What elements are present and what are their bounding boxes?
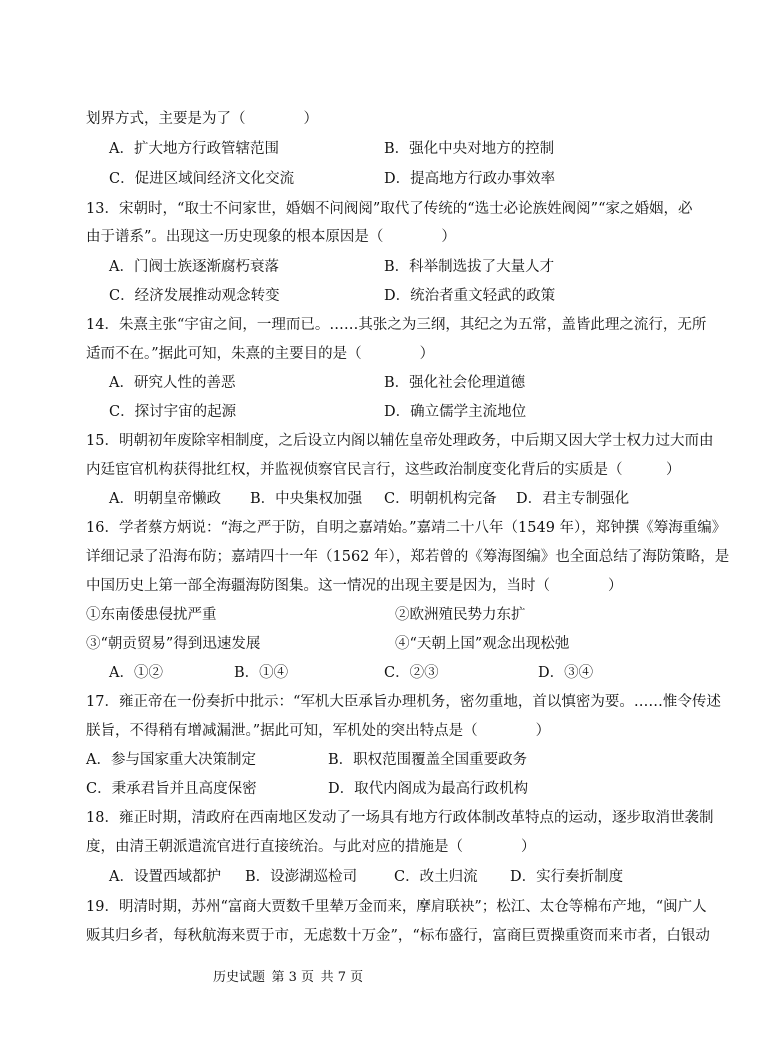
q19-stem-line-1: 19．明清时期，苏州“富商大贾数千里辇万金而来，摩肩联袂”；松江、太仓等棉布产地，“闽广人 <box>86 899 707 915</box>
q14-option-c: C．探讨宇宙的起源 <box>109 404 237 420</box>
q16-item-3: ③“朝贡贸易”得到迅速发展 <box>86 636 261 652</box>
q17-option-b: B．职权范围覆盖全国重要政务 <box>328 752 528 768</box>
q16-option-b: B．①④ <box>234 665 289 681</box>
q16-stem-line-3: 中国历史上第一部全海疆海防图集。这一情况的出现主要是因为，当时（ ） <box>86 578 623 594</box>
q14-option-b: B．强化社会伦理道德 <box>384 375 526 391</box>
q16-stem-line-1: 16．学者蔡方炳说：“海之严于防，自明之嘉靖始。”嘉靖二十八年（1549 年），郑钟撰《筹海重编》 <box>86 520 727 536</box>
q14-stem-line-1: 14．朱熹主张“宇宙之间，一理而已。……其张之为三纲，其纪之为五常，盖皆此理之流行，无所 <box>86 317 707 333</box>
q16-item-4: ④“天朝上国”观念出现松弛 <box>395 636 570 652</box>
footer-total-pages: 共 7 页 <box>320 970 364 985</box>
q17-stem-line-2: 朕旨，不得稍有增减漏泄。”据此可知，军机处的突出特点是（ ） <box>86 723 551 739</box>
q15-option-c: C．明朝机构完备 <box>384 491 497 507</box>
q13-option-a: A．门阀士族逐渐腐朽衰落 <box>109 259 279 275</box>
q15-option-d: D．君主专制强化 <box>516 491 630 507</box>
q13-option-b: B．科举制选拔了大量人才 <box>384 259 555 275</box>
q16-option-a: A．①② <box>109 665 163 681</box>
q13-stem-line-2: 由于谱系”。出现这一历史现象的根本原因是（ ） <box>86 229 456 245</box>
q16-option-c: C．②③ <box>384 665 439 681</box>
q18-option-c: C．改土归流 <box>394 869 478 885</box>
q17-option-a: A．参与国家重大决策制定 <box>86 752 256 768</box>
q12-stem: 划界方式，主要是为了（ ） <box>86 111 318 127</box>
q17-option-d: D．取代内阁成为最高行政机构 <box>328 781 529 797</box>
q13-stem-line-1: 13．宋朝时，“取士不问家世，婚姻不问阀阅”取代了传统的“选士必论族姓阀阅”“家之婚姻，必 <box>86 201 693 217</box>
q16-stem-line-2: 详细记录了沿海布防；嘉靖四十一年（1562 年），郑若曾的《筹海图编》也全面总结了海防策略，是 <box>86 549 730 565</box>
q13-option-d: D．统治者重文轻武的政策 <box>384 288 556 304</box>
q16-option-d: D．③④ <box>538 665 594 681</box>
q14-option-d: D．确立儒学主流地位 <box>384 404 527 420</box>
q18-option-d: D．实行奏折制度 <box>510 869 624 885</box>
q15-stem-line-1: 15．明朝初年废除宰相制度，之后设立内阁以辅佐皇帝处理政务，中后期又因大学士权力过大而由 <box>86 433 714 449</box>
footer-subject: 历史试题 <box>213 970 266 985</box>
q17-stem-line-1: 17．雍正帝在一份奏折中批示：“军机大臣承旨办理机务，密勿重地，首以慎密为要。……惟令传述 <box>86 694 721 710</box>
q17-option-c: C．秉承君旨并且高度保密 <box>86 781 257 797</box>
q12-option-b: B．强化中央对地方的控制 <box>384 141 555 157</box>
q19-stem-line-2: 贩其归乡者，每秋航海来贾于市，无虑数十万金”，“标布盛行，富商巨贾操重资而来市者，白银动 <box>86 928 710 944</box>
q15-option-b: B．中央集权加强 <box>250 491 363 507</box>
q12-option-c: C．促进区域间经济文化交流 <box>109 171 295 187</box>
q18-stem-line-2: 度，由清王朝派遣流官进行直接统治。与此对应的措施是（ ） <box>86 839 536 855</box>
q18-option-b: B．设澎湖巡检司 <box>245 869 358 885</box>
q12-option-d: D．提高地方行政办事效率 <box>384 171 556 187</box>
q16-item-2: ②欧洲殖民势力东扩 <box>395 607 526 623</box>
q15-stem-line-2: 内廷宦官机构获得批红权，并监视侦察官民言行，这些政治制度变化背后的实质是（ ） <box>86 462 681 478</box>
footer-page-number: 第 3 页 <box>271 970 315 985</box>
q14-stem-line-2: 适而不在。”据此可知，朱熹的主要目的是（ ） <box>86 346 435 362</box>
q14-option-a: A．研究人性的善恶 <box>109 375 236 391</box>
q15-option-a: A．明朝皇帝懒政 <box>109 491 221 507</box>
q16-item-1: ①东南倭患侵扰严重 <box>86 607 217 623</box>
q18-option-a: A．设置西域都护 <box>109 869 221 885</box>
page-footer <box>213 969 363 987</box>
q12-option-a: A．扩大地方行政管辖范围 <box>109 141 279 157</box>
q18-stem-line-1: 18．雍正时期，清政府在西南地区发动了一场具有地方行政体制改革特点的运动，逐步取消世袭制 <box>86 810 714 826</box>
q13-option-c: C．经济发展推动观念转变 <box>109 288 280 304</box>
